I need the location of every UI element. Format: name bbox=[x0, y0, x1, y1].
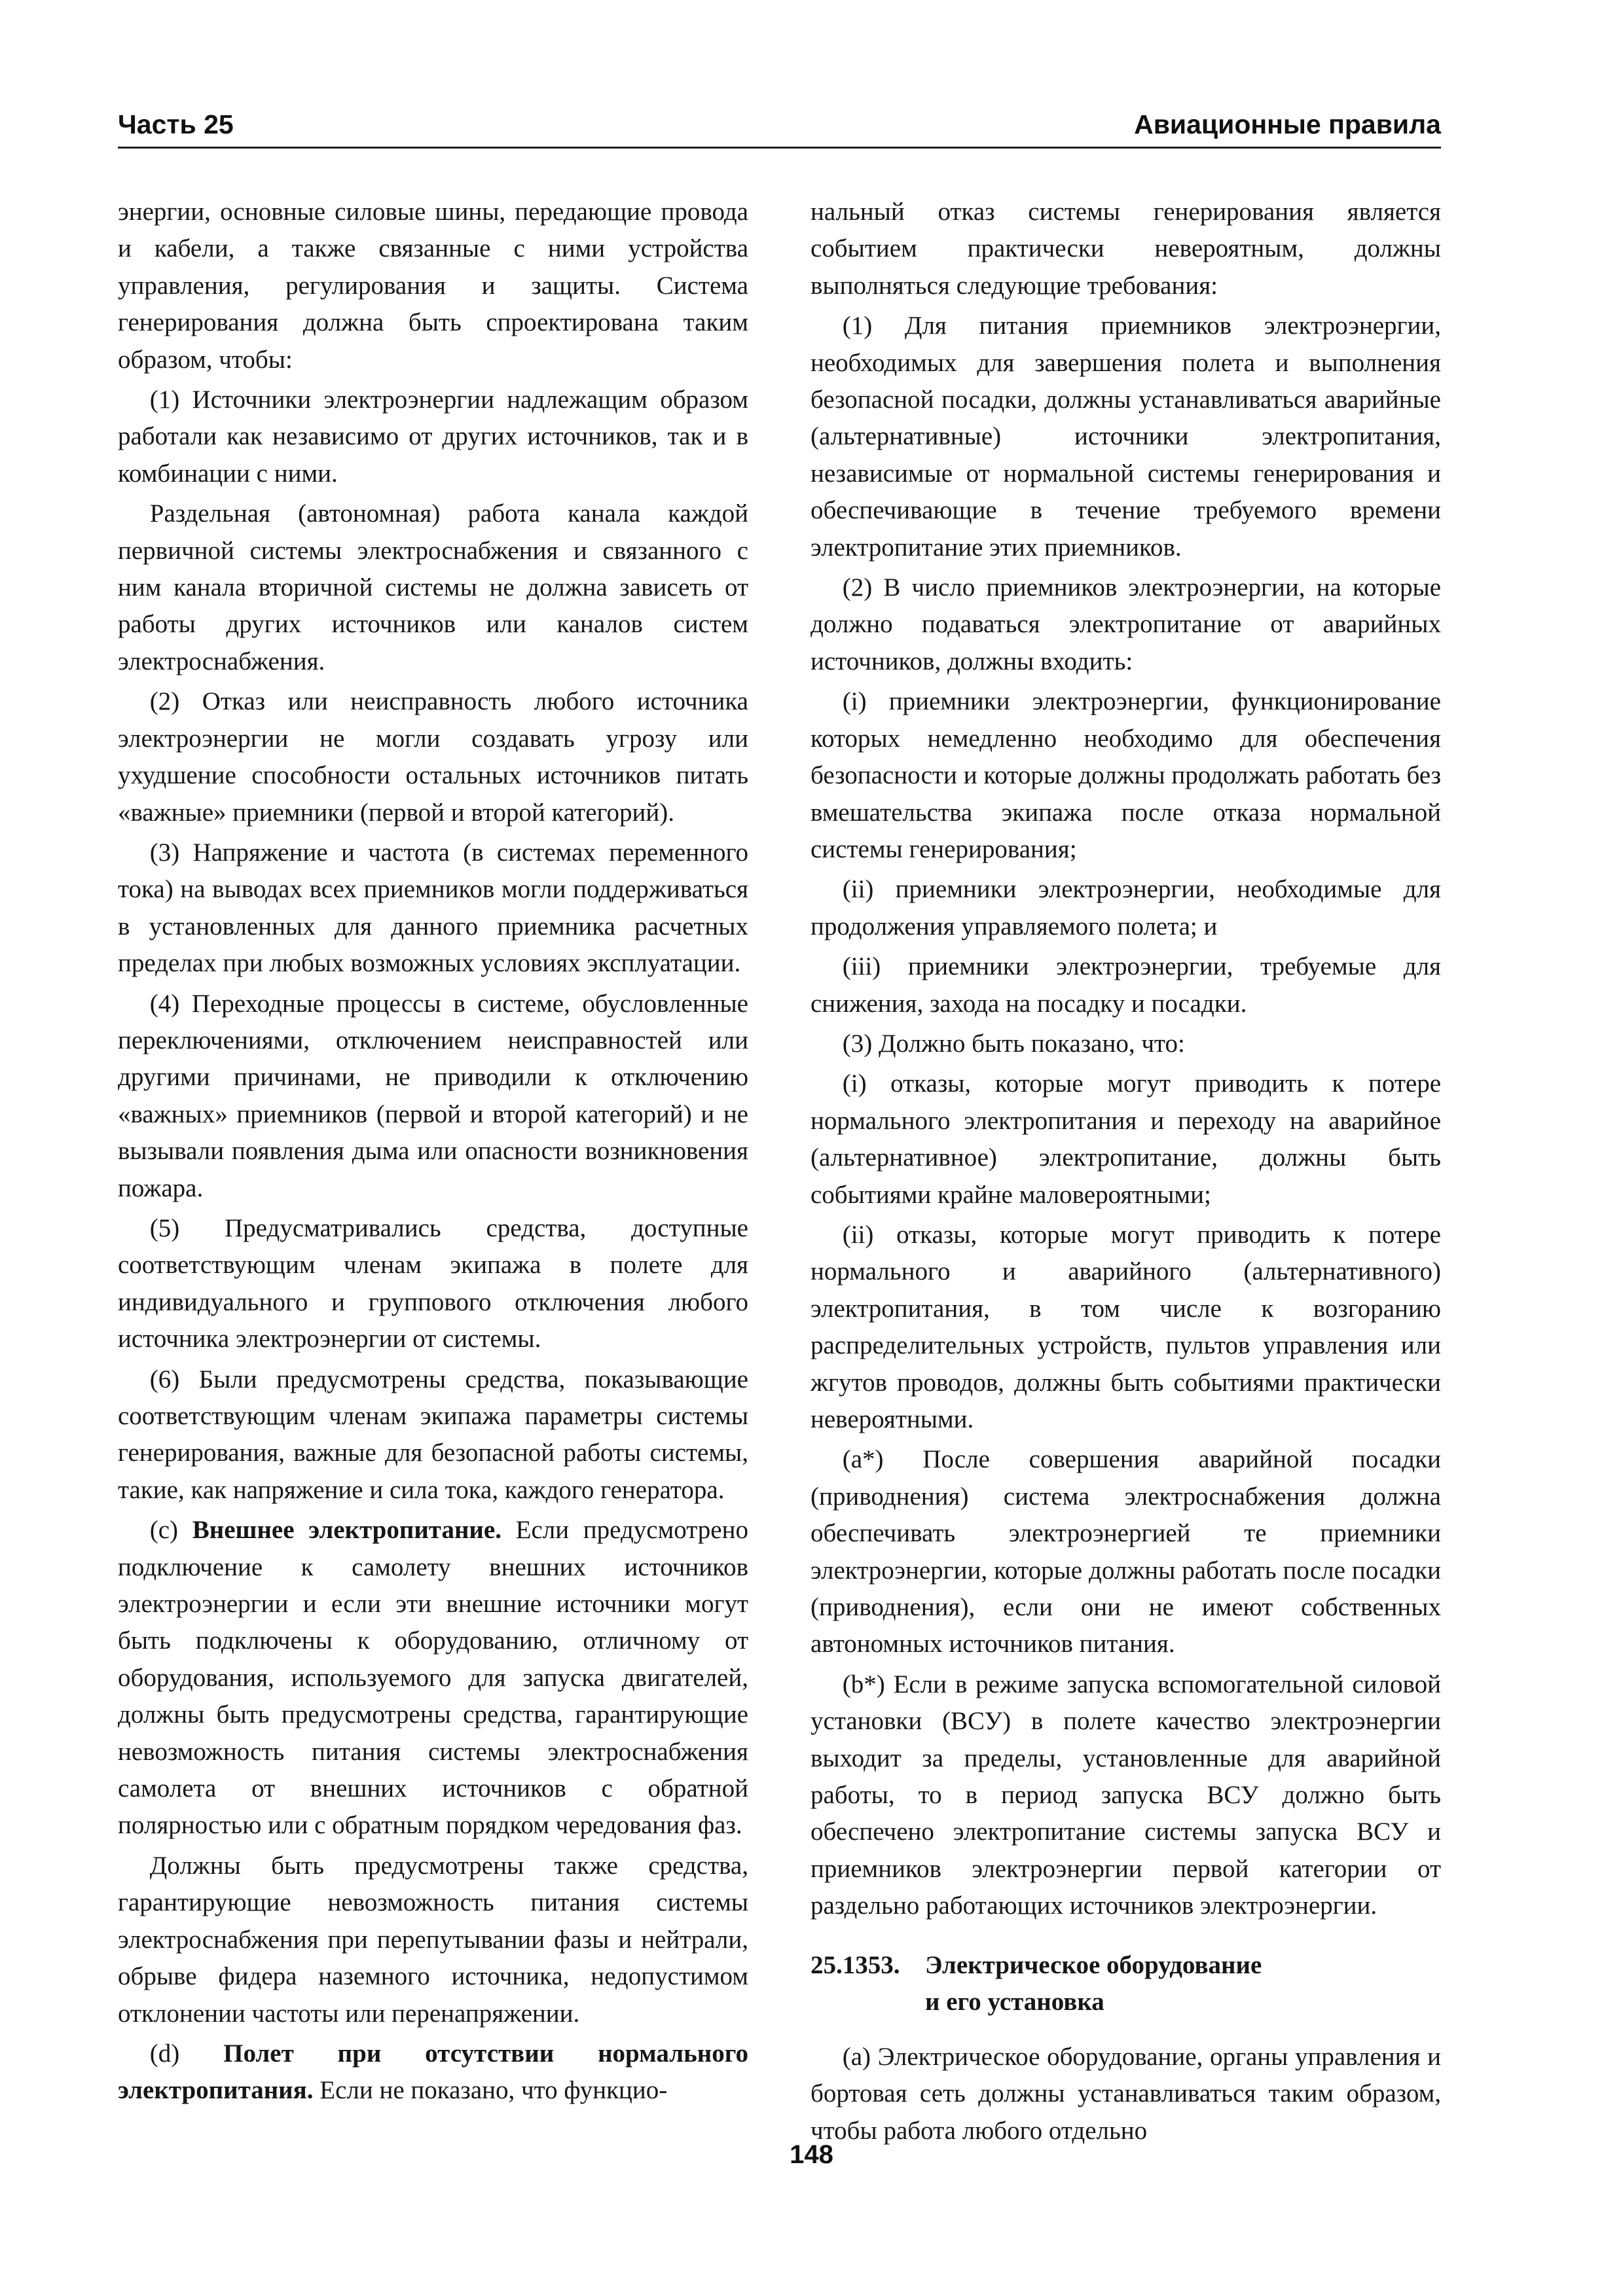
paragraph: энергии, основные силовые шины, передающие провода и кабели, а также связанные с ними устройства управления, регулирования и защиты. Система генерирования должна быть спроектирована таким образом, чтобы: bbox=[118, 198, 748, 374]
paragraph-external-power bbox=[118, 1512, 748, 1844]
paragraph: (a) Электрическое оборудование, органы управления и бортовая сеть должны устанавливаться таким образом, чтобы работа любого отдельно bbox=[811, 2042, 1441, 2145]
paragraph: (2) Отказ или неисправность любого источника электроэнергии не могли создавать угрозу или ухудшение способности остальных источников питать «важные» приемники (первой и второй категорий). bbox=[118, 687, 748, 827]
header-rule bbox=[118, 147, 1441, 149]
clause-label: (c) bbox=[149, 1516, 192, 1545]
paragraph: Должны быть предусмотрены также средства, гарантирующие невозможность питания системы электроснабжения при перепутывании фазы и нейтрали, обрыве фидера наземного источника, недопустимом отклонении частоты или перенапряжении. bbox=[118, 1851, 748, 2028]
paragraph: (6) Были предусмотрены средства, показывающие соответствующим членам экипажа параметры системы генерирования, важные для безопасной работы системы, такие, как напряжение и сила тока, каждого генератора. bbox=[118, 1365, 748, 1504]
page-number: 148 bbox=[790, 2140, 833, 2169]
paragraph-text: Если предусмотрено подключение к самолету внешних источников электроэнергии и если эти внешние источники могут быть подключены к оборудованию, отличному от оборудования, используемого для запуска двигателей, должны быть предусмотрены средства, гарантирующие невозможность питания системы электроснабжения самолета от внешних источников с обратной полярностью или с обратным порядком чередования фаз. bbox=[118, 1516, 748, 1840]
left-column bbox=[118, 194, 748, 2113]
paragraph: Раздельная (автономная) работа канала каждой первичной системы электроснабжения и связанного с ним канала вторичной системы не должна зависеть от работы других источников или каналов систем электроснабжения. bbox=[118, 499, 748, 675]
paragraph: (3) Должно быть показано, что: bbox=[842, 1029, 1185, 1058]
paragraph: нальный отказ системы генерирования является событием практически невероятным, должны выполняться следующие требования: bbox=[811, 198, 1441, 300]
inline-heading: Полет при отсутствии нормального электропитания. bbox=[118, 2039, 748, 2105]
paragraph: (5) Предусматривались средства, доступные соответствующим членам экипажа в полете для индивидуального и группового отключения любого источника электроэнергии от системы. bbox=[118, 1213, 748, 1354]
clause-label: (d) bbox=[149, 2039, 224, 2068]
running-header-title: Авиационные правила bbox=[1134, 109, 1441, 139]
paragraph: (i) отказы, которые могут приводить к потере нормального электропитания и переходу на аварийное (альтернативное) электропитание, должны быть событиями крайне маловероятными; bbox=[811, 1069, 1441, 1209]
section-number: 25.1353. bbox=[811, 1950, 900, 1979]
paragraph: (3) Напряжение и частота (в системах переменного тока) на выводах всех приемников могли поддерживаться в установленных для данного приемника расчетных пределах при любых возможных условиях эксплуатации. bbox=[118, 838, 748, 978]
running-header-part: Часть 25 bbox=[118, 109, 234, 139]
paragraph: (4) Переходные процессы в системе, обусловленные переключениями, отключением неисправностей или другими причинами, не приводили к отключению «важных» приемников (первой и второй категорий) и не вызывали появления дыма или опасности возникновения пожара. bbox=[118, 989, 748, 1202]
paragraph: (i) приемники электроэнергии, функционирование которых немедленно необходимо для обеспечения безопасности и которые должны продолжать работать без вмешательства экипажа после отказа нормальной системы генерирования; bbox=[811, 687, 1441, 863]
paragraph: (a*) После совершения аварийной посадки (приводнения) система электроснабжения должна обеспечивать электроэнергией те приемники электроэнергии, которые должны работать после посадки (приводнения), если они не имеют собственных автономных источников питания. bbox=[811, 1445, 1441, 1659]
section-title-line-2: и его установка bbox=[925, 1987, 1104, 2016]
section-heading bbox=[811, 1947, 1441, 2020]
paragraph-flight-without-power bbox=[118, 2036, 748, 2109]
inline-heading: Внешнее электропитание. bbox=[192, 1516, 501, 1545]
paragraph: (2) В число приемников электроэнергии, на которые должно подаваться электропитание от аварийных источников, должны входить: bbox=[811, 573, 1441, 675]
right-column bbox=[811, 194, 1441, 2153]
paragraph: (b*) Если в режиме запуска вспомогательной силовой установки (ВСУ) в полете качество электроэнергии выходит за пределы, установленные для аварийной работы, то в период запуска ВСУ должно быть обеспечено электропитание системы запуска ВСУ и приемников электроэнергии первой категории от раздельно работающих источников электроэнергии. bbox=[811, 1670, 1441, 1920]
paragraph: (ii) приемники электроэнергии, необходимые для продолжения управляемого полета; и bbox=[811, 875, 1441, 941]
paragraph: (1) Источники электроэнергии надлежащим образом работали как независимо от других источников, так и в комбинации с ними. bbox=[118, 386, 748, 488]
paragraph-text: Если не показано, что функцио- bbox=[313, 2076, 668, 2105]
section-title-line-1: Электрическое оборудование bbox=[925, 1950, 1262, 1979]
paragraph: (ii) отказы, которые могут приводить к потере нормального и аварийного (альтернативного) электропитания, в том числе к возгоранию распределительных устройств, пультов управления или жгутов проводов, должны быть событиями практически невероятными. bbox=[811, 1220, 1441, 1433]
paragraph: (1) Для питания приемников электроэнергии, необходимых для завершения полета и выполнения безопасной посадки, должны устанавливаться аварийные (альтернативные) источники электропитания, независимые от нормальной системы генерирования и обеспечивающие в течение требуемого времени электропитание этих приемников. bbox=[811, 312, 1441, 562]
paragraph: (iii) приемники электроэнергии, требуемые для снижения, захода на посадку и посадки. bbox=[811, 952, 1441, 1018]
